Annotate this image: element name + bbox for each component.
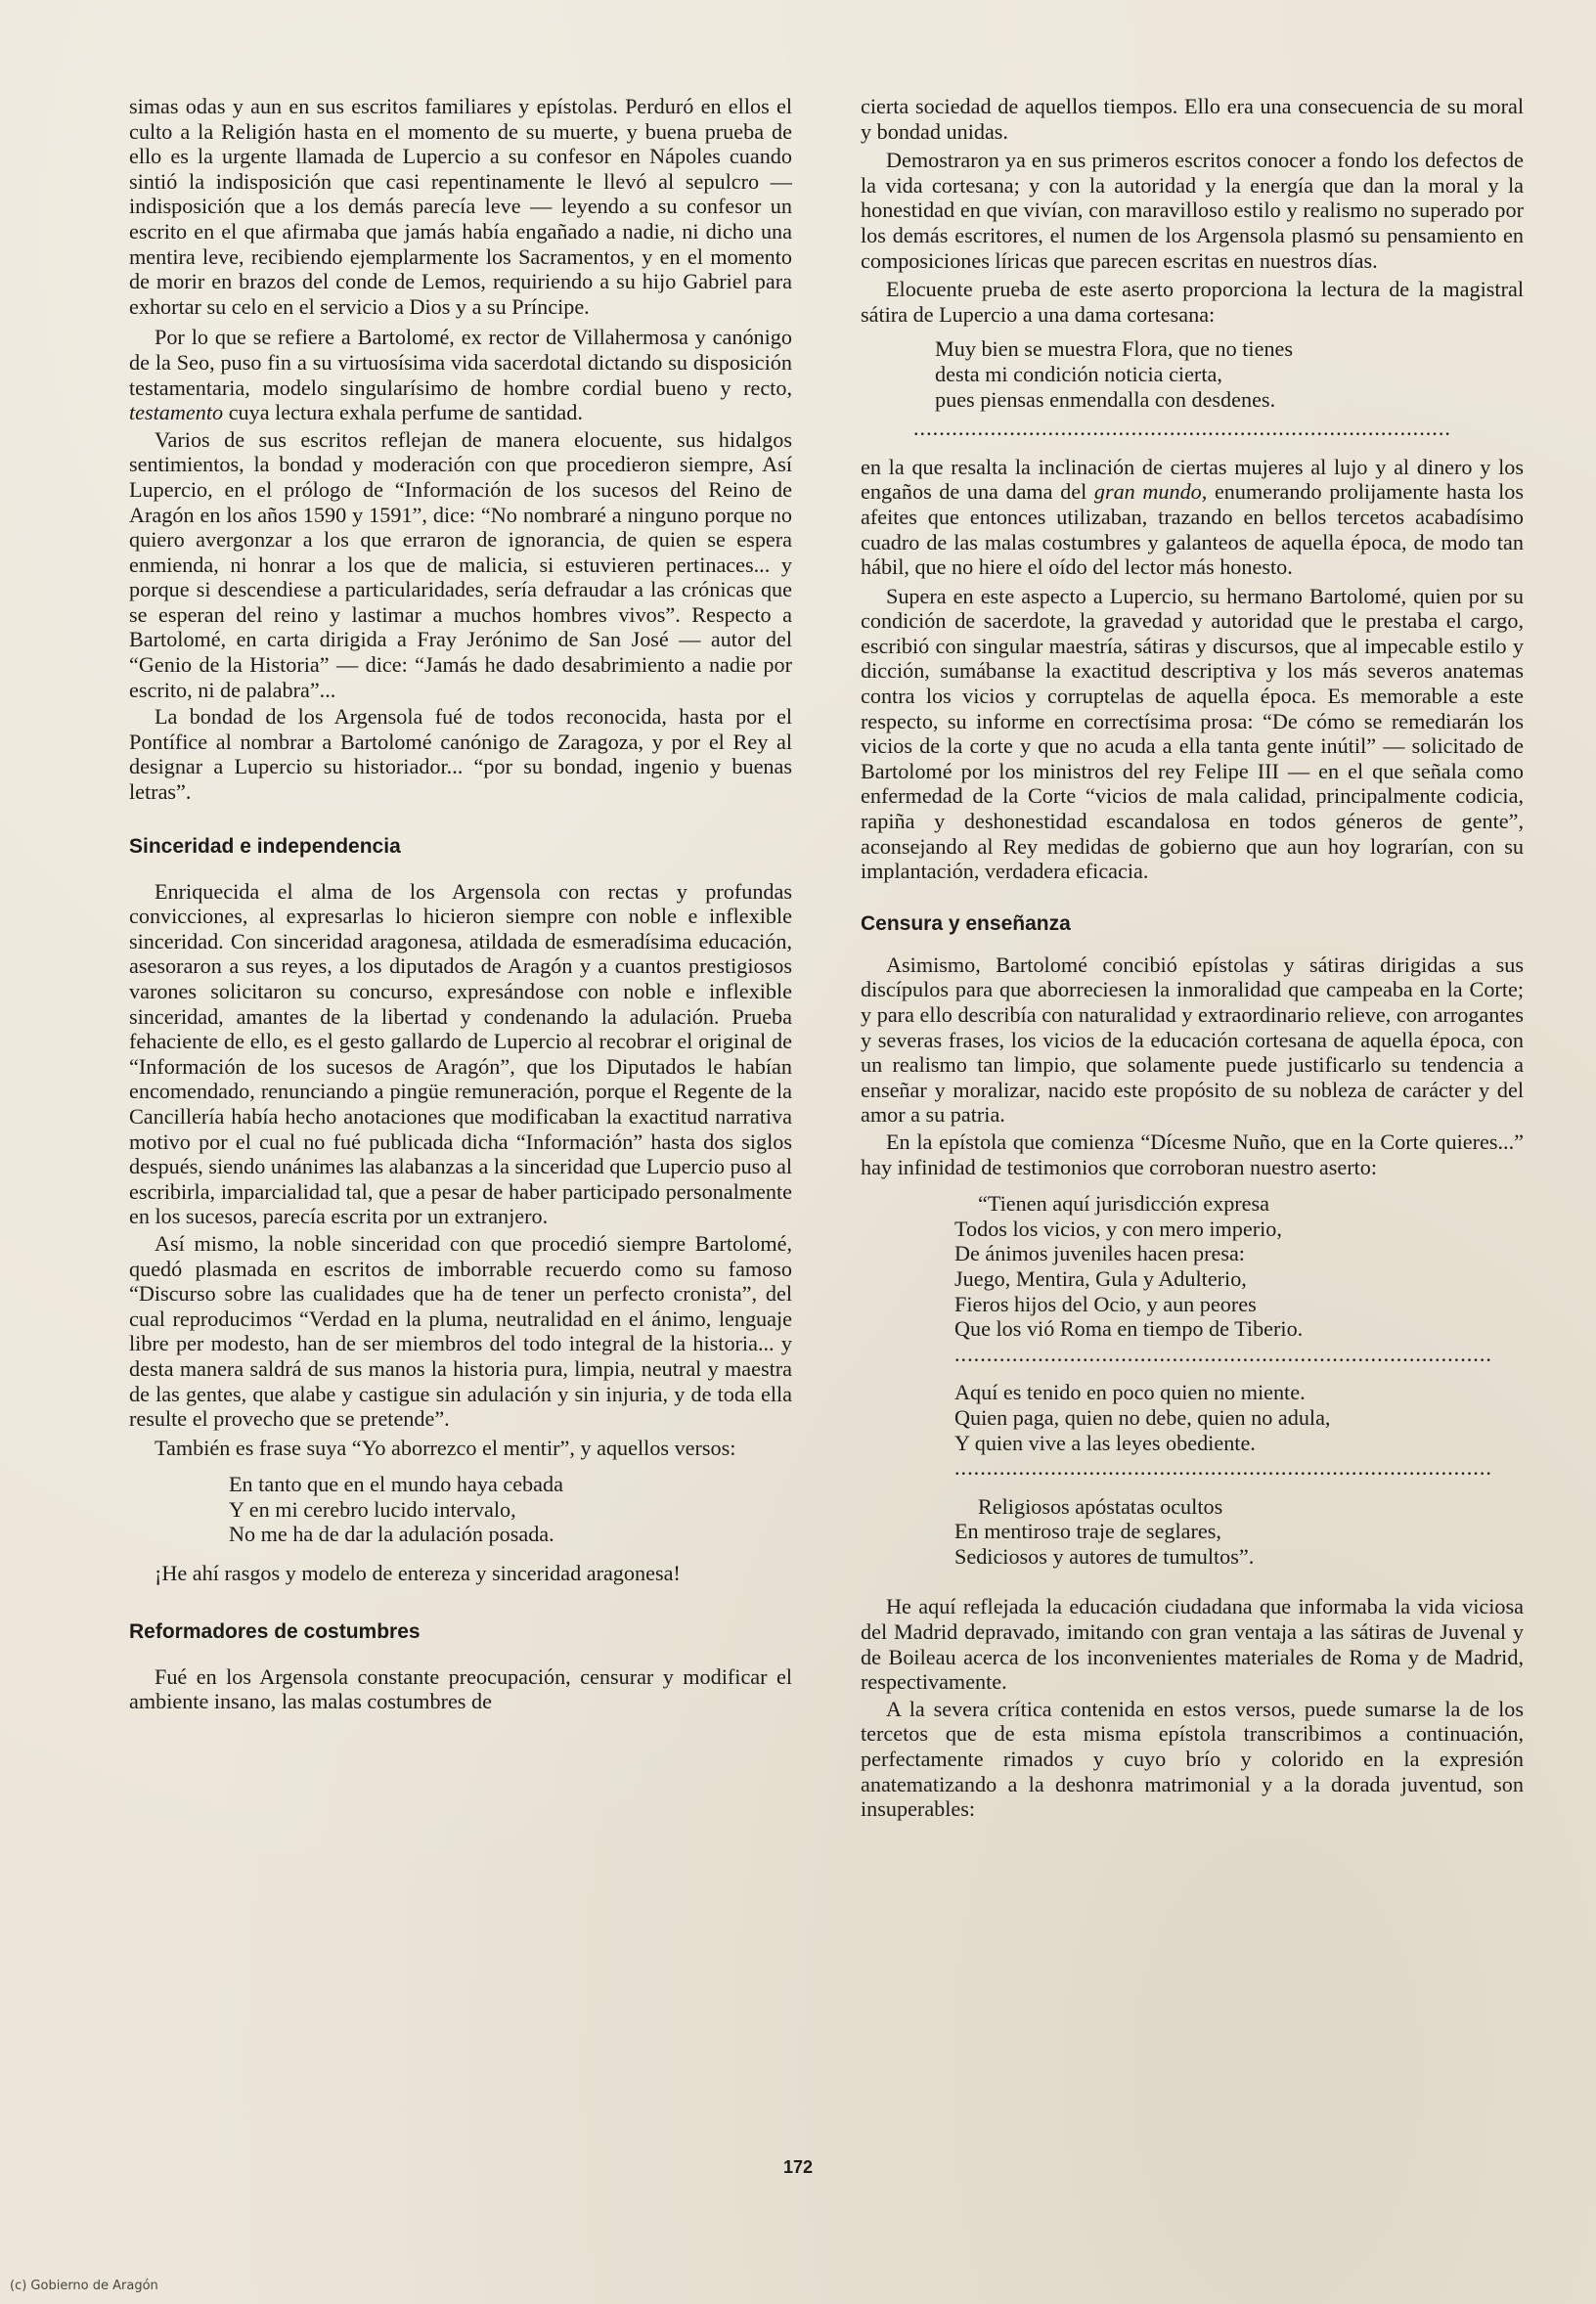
verse-line: pues piensas enmendalla con desdenes. [935,386,1276,412]
paragraph: En la epístola que comienza “Dícesme Nuño, que en la Corte quieres...” hay infinidad de testimonios que corroboran nuestro aserto: [861,1129,1524,1179]
verse-line: Quien paga, quien no debe, quien no adula, [954,1404,1331,1430]
paragraph: Elocuente prueba de este aserto proporciona la lectura de la magistral sátira de Lupercio a una dama cortesana: [861,277,1524,327]
section-heading: Censura y enseñanza [861,911,1071,935]
verse-line: No me ha de dar la adulación posada. [229,1522,554,1547]
paragraph: Así mismo, la noble sinceridad con que procedió siempre Bartolomé, quedó plasmada en escritos de imborrable recuerdo como su famoso “Discurso sobre las cualidades que ha de tener un perfecto cronista”, del cual reproducimos “Verdad en la pluma, neutralidad en el ánimo, lenguaje libre per modesto, han de ser miembros del todo integral de la historia... y desta manera saldrá de sus manos la historia pura, limpia, neutral y maestra de las gentes, que alabe y castigue sin adulación y sin injuria, y de toda ella resulte el provecho que se pretende”. [129,1230,792,1432]
paragraph: Supera en este aspecto a Lupercio, su hermano Bartolomé, quien por su condición de sacerdote, la gravedad y autoridad que le prestaba el cargo, escribió con singular maestría, sátiras y discursos, que al impecable estilo y dicción, sumábanse la exactitud descriptiva y los más severos anatemas contra los vicios y corruptelas de aquella época. Es memorable a este respecto, su informe en correctísima prosa: “De cómo se remediarán los vicios de la corte y que no acuda a ella tanta gente inútil” — solicitado de Bartolomé por los ministros del rey Felipe III — en el que señala como enfermedad de la Corte “vicios de mala calidad, principalmente codicia, rapiña y deshonestidad escandalosa en todos géneros de gente”, aconsejando al Rey medidas de gobierno que aun hoy lograrían, con su implantación, verdadera eficacia. [861,583,1524,884]
italic-text: testamento [129,400,224,425]
verse-line: Y en mi cerebro lucido intervalo, [229,1496,516,1522]
verse-line: Y quien vive a las leyes obediente. [954,1430,1256,1455]
verse-line: Sediciosos y autores de tumultos”. [954,1543,1255,1569]
verse-line: Juego, Mentira, Gula y Adulterio, [954,1265,1247,1291]
verse-line: “Tienen aquí jurisdicción expresa [978,1191,1270,1217]
paragraph: Fué en los Argensola constante preocupación, censurar y modificar el ambiente insano, las malas costumbres de [129,1663,792,1714]
paragraph: Enriquecida el alma de los Argensola con rectas y profundas convicciones, al expresarlas lo hicieron siempre con noble e inflexible sinceridad. Con sinceridad aragonesa, atildada de esmeradísima educación, asesoraron a sus reyes, a los diputados de Aragón y a cuantos prestigiosos varones solicitaron su concurso, expresándose con noble e inflexible sinceridad, amantes de la libertad y condenando la adulación. Prueba fehaciente de ello, es el gesto gallardo de Lupercio al recobrar el original de “Información de los sucesos de Aragón”, que los Diputados le habían encomendado, renunciando a pingüe remuneración, porque el Regente de la Cancillería había hecho anotaciones que modificaban la exactitud narrativa motivo por el cual no fué publicada dicha “Información” hasta dos siglos después, siendo unánimes las alabanzas a la sinceridad que Lupercio puso al escribirla, imparcialidad tal, que a pesar de haber participado personalmente en los sucesos, parecía escrita por un extranjero. [129,878,792,1229]
verse-block [954,1380,1524,1455]
italic-text: gran mundo, [1093,479,1208,505]
paragraph: cierta sociedad de aquellos tiempos. Ello era una consecuencia de su moral y bondad unidas. [861,94,1524,144]
verse-line: Fieros hijos del Ocio, y aun peores [954,1291,1257,1316]
verse-line: Todos los vicios, y con mero imperio, [954,1216,1282,1241]
verse-line: Que los vió Roma en tiempo de Tiberio. [954,1316,1304,1342]
paragraph: ¡He ahí rasgos y modelo de entereza y sinceridad aragonesa! [155,1561,681,1586]
verse-line: En tanto que en el mundo haya cebada [229,1472,563,1497]
page-number: 172 [782,2157,814,2177]
ellipsis-divider: .................................................................................... [913,416,1451,441]
verse-line: De ánimos juveniles hacen presa: [954,1241,1245,1266]
section-heading: Reformadores de costumbres [129,1619,421,1643]
paragraph: La bondad de los Argensola fué de todos reconocida, hasta por el Pontífice al nombrar a Bartolomé canónigo de Zaragoza, y por el Rey al designar a Lupercio su historiador... “por su bondad, ingenio y buenas letras”. [129,704,792,805]
right-column [861,94,1524,1822]
ellipsis-divider: .................................................................................... [954,1341,1492,1366]
verse-block [935,336,1524,412]
text: cuya lectura exhala perfume de santidad. [228,400,583,425]
verse-line: Muy bien se muestra Flora, que no tienes [935,336,1294,362]
section-heading: Sinceridad e independencia [129,834,401,858]
text: Por lo que se refiere a Bartolomé, ex rector de Villahermosa y canónigo de la Seo, puso fin a su virtuosísima vida sacerdotal dictando su disposición testamentaria, modelo singularísimo de hombre cordial bueno y recto, [129,325,792,400]
paragraph [861,455,1524,580]
paragraph: Demostraron ya en sus primeros escritos conocer a fondo los defectos de la vida cortesana; y con la autoridad y la energía que dan la moral y la honestidad en que vivían, con maravilloso estilo y realismo no superado por los demás escritores, el numen de los Argensola plasmó su pensamiento en composiciones líricas que parecen escritas en nuestros días. [861,148,1524,273]
paragraph: A la severa crítica contenida en estos versos, puede sumarse la de los tercetos que de esta misma epístola transcribimos a continuación, perfectamente rimados y cuyo brío y colorido en la expresión anatematizando a la deshonra matrimonial y a la dorada juventud, son insuperables: [861,1696,1524,1822]
left-column [129,94,792,1714]
paragraph: simas odas y aun en sus escritos familiares y epístolas. Perduró en ellos el culto a la Religión hasta en el momento de su muerte, y buena prueba de ello es la urgente llamada de Lupercio a su confesor en Nápoles cuando sintió la indisposición que casi repentinamente le llevó al sepulcro — indisposición que a los demás parecía leve — leyendo a su confesor un escrito en el que afirmaba que jamás había engañado a nadie, ni dicho una mentira leve, recibiendo ejemplarmente los Sacramentos, y en el momento de morir en brazos del conde de Lemos, requiriendo a su hijo Gabriel para exhortar su celo en el servicio a Dios y a su Príncipe. [129,94,792,319]
paragraph: He aquí reflejada la educación ciudadana que informaba la vida viciosa del Madrid depravado, imitando con gran ventaja a las sátiras de Juvenal y de Boileau acerca de los inconvenientes materiales de Roma y de Madrid, respectivamente. [861,1594,1524,1695]
ellipsis-divider: .................................................................................... [954,1455,1492,1481]
verse-line: Religiosos apóstatas ocultos [978,1493,1223,1519]
verse-line: En mentiroso traje de seglares, [954,1519,1221,1544]
copyright-credit: (c) Gobierno de Aragón [10,2279,158,2293]
verse-block [954,1191,1524,1342]
paragraph [129,325,792,424]
paragraph: Asimismo, Bartolomé concibió epístolas y sátiras dirigidas a sus discípulos para que aborreciesen la inmoralidad que campeaba en la Corte; y para ello describía con naturalidad y extraordinario relieve, con arrogantes y severas frases, los vicios de la educación cortesana de aquella época, con un realismo tan limpio, que solamente puede justificarlo su tendencia a enseñar y moralizar, nacido este propósito de su nobleza de carácter y del amor a su patria. [861,952,1524,1128]
verse-line: desta mi condición noticia cierta, [935,361,1222,386]
verse-line: Aquí es tenido en poco quien no miente. [954,1380,1306,1405]
paragraph: También es frase suya “Yo aborrezco el mentir”, y aquellos versos: [155,1435,736,1460]
verse-block [229,1472,792,1547]
text: enumerando prolijamente hasta los afeites que entonces utilizaban, trazando en bellos tercetos acabadísimo cuadro de las malas costumbres y galanteos de aquella época, de modo tan hábil, que no hiere el oído del lector más honesto. [861,479,1525,580]
text: en la que resalta la inclinación de ciertas mujeres al lujo y al dinero y los engaños de una dama del [861,454,1524,505]
paragraph: Varios de sus escritos reflejan de manera elocuente, sus hidalgos sentimientos, la bondad y moderación con que procedieron siempre, Así Lupercio, en el prólogo de “Información de los sucesos del Reino de Aragón en los años 1590 y 1591”, dice: “No nombraré a ninguno porque no quiero avergonzar a los que erraron de ignorancia, de quien se espera enmienda, ni honrar a los que de malicia, si estuvieren pertinaces... y porque si descendiese a particularidades, sería defraudar a las crónicas que se esperan del reino y lastimar a muchos hombres vivos”. Respecto a Bartolomé, en carta dirigida a Fray Jerónimo de San José — autor del “Genio de la Historia” — dice: “Jamás he dado desabrimiento a nadie por escrito, ni de palabra”... [129,426,792,702]
verse-block [954,1494,1524,1570]
